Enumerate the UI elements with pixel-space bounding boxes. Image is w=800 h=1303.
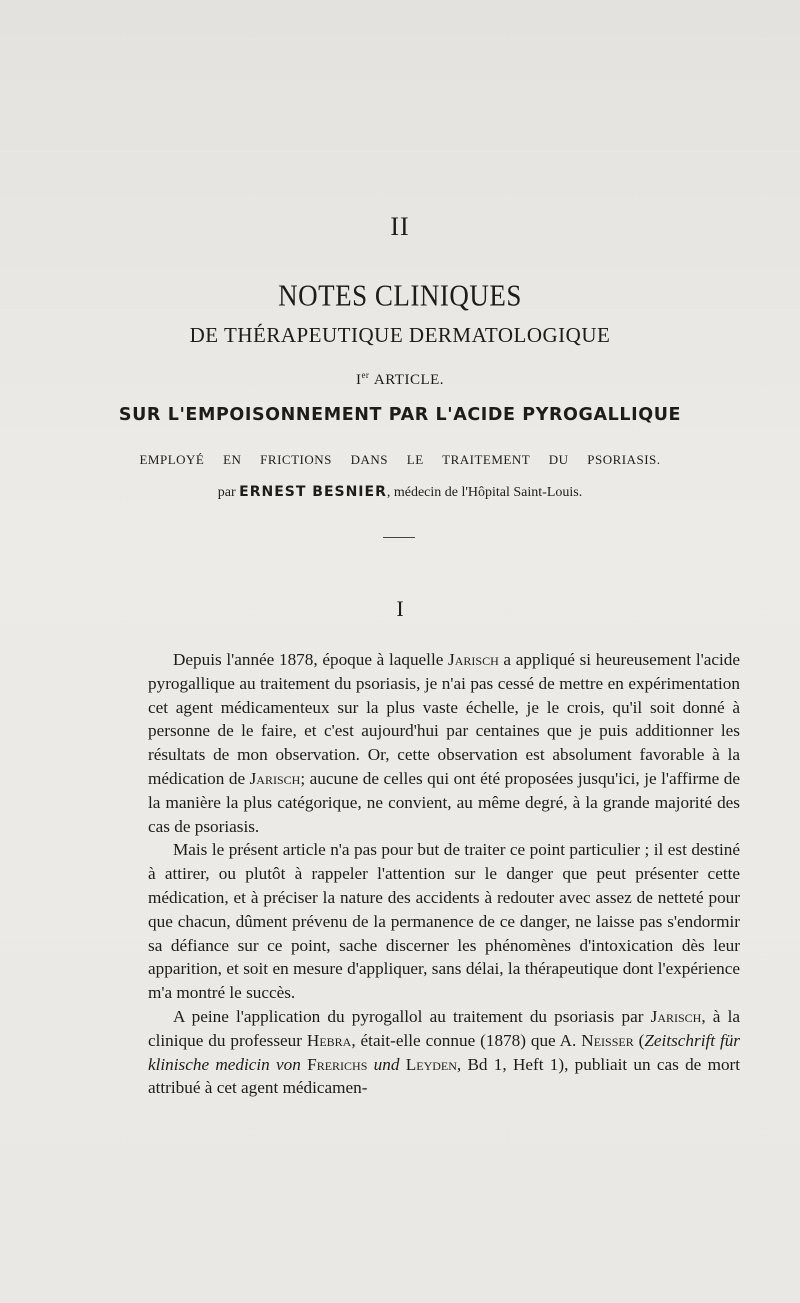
page-title: NOTES CLINIQUES [278, 278, 522, 313]
p3-text-c: , était-elle connue (1878) que A. [351, 1030, 582, 1050]
chapter-numeral: II [390, 212, 410, 241]
p3-text-h: , Bd 1, Heft 1), publiait un cas de mort attribué à cet agent médicamen- [148, 1054, 741, 1098]
p1-text-a: Depuis l'année 1878, époque à laquelle [173, 650, 449, 669]
author-ref-jarisch: Jarisch [448, 650, 499, 669]
paragraph-1 [148, 648, 740, 838]
author-affiliation: , médecin de l'Hôpital Saint-Louis. [386, 485, 583, 500]
author-ref-neisser: Neisser [581, 1030, 634, 1050]
paragraph-3 [148, 1005, 740, 1100]
journal-und: und [373, 1054, 400, 1074]
article-number [0, 370, 800, 389]
main-heading: SUR L'EMPOISONNEMENT PAR L'ACIDE PYROGALLIQUE [118, 405, 682, 425]
body-text [148, 648, 740, 1100]
p3-text-d: ( [633, 1030, 645, 1050]
article-num: I [355, 372, 362, 388]
article-label: ARTICLE. [373, 372, 445, 388]
author-line [0, 484, 800, 501]
section-numeral: I [396, 596, 404, 621]
author-ref-frerichs: Frerichs [307, 1054, 368, 1074]
p3-text-a: A peine l'application du pyrogallol au traitement du psoriasis par [173, 1006, 651, 1026]
heading-subline: EMPLOYÉ EN FRICTIONS DANS LE TRAITEMENT DU PSORIASIS. [139, 452, 661, 467]
separator-rule [383, 537, 415, 538]
author-ref-hebra: Hebra [306, 1030, 352, 1050]
author-ref-jarisch: Jarisch [249, 768, 301, 788]
article-sup: er [361, 370, 370, 380]
author-name: ERNEST BESNIER [239, 484, 387, 500]
paragraph-2: Mais le présent article n'a pas pour but de traiter ce point particulier ; il est destiné à attirer, ou plutôt à rappeler l'attention sur le danger que peut présenter cette médication, et à préciser la nature des accidents à redouter avec assez de netteté pour que chacun, dûment prévenu de la permanence de ce danger, ne laisse pas s'endormir sa défiance sur ce point, sache discerner les phénomènes d'intoxication dès leur apparition, et soit en mesure d'appliquer, sans délai, la thérapeutique dont l'expérience m'a montré le succès. [148, 840, 740, 1003]
journal-title: Zeitschrift für klinische medicin von [148, 1030, 740, 1074]
p3-text-b: , à la clinique du professeur [148, 1006, 740, 1050]
p1-text-b: a appliqué si heureusement l'acide pyrogallique au traitement du psoriasis, je n'ai pas cessé de mettre en expérimentation cet agent médicamenteux sur la plus vaste échelle, je le crois, qu'il soit donné à personne de le faire, et c'est aujourd'hui par centaines que je puis additionner les résultats de mon observation. Or, cette observation est absolument favorable à la médication de [148, 650, 740, 788]
author-ref-leyden: Leyden [405, 1054, 457, 1074]
author-ref-jarisch: Jarisch [650, 1006, 702, 1026]
p1-text-c: ; aucune de celles qui ont été proposées jusqu'ici, je l'affirme de la manière la plus catégorique, ne convient, au même degré, à la grande majorité des cas de psoriasis. [148, 768, 740, 836]
page-subtitle: DE THÉRAPEUTIQUE DERMATOLOGIQUE [189, 323, 611, 347]
author-prefix: par [217, 485, 236, 500]
